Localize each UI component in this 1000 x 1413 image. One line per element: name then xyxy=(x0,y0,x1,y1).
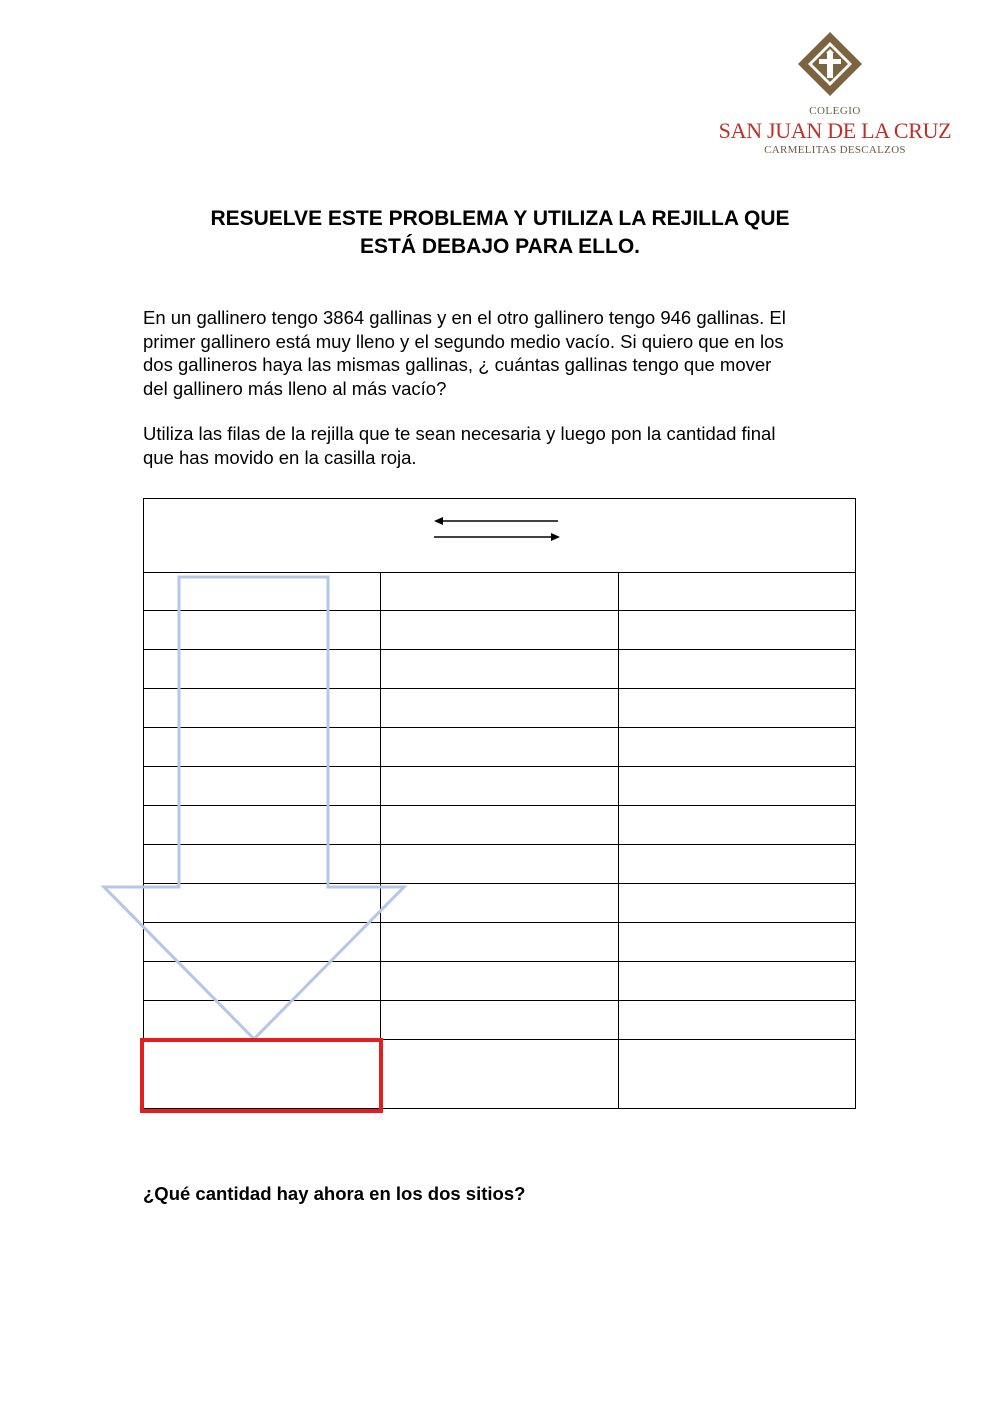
title-line-2: ESTÁ DEBAJO PARA ELLO. xyxy=(359,235,641,258)
final-answer-box xyxy=(142,1040,381,1111)
problem-line: En un gallinero tengo 3864 gallinas y en el otro gallinero tengo 946 gallinas. El xyxy=(143,307,786,328)
title-line-1: RESUELVE ESTE PROBLEMA Y UTILIZA LA REJILLA QUE xyxy=(210,207,790,230)
logo-text-order: CARMELITAS DESCALZOS xyxy=(764,144,906,156)
instructions-line: que has movido en la casilla roja. xyxy=(143,446,417,468)
problem-line: del gallinero más lleno al más vacío? xyxy=(143,377,447,399)
problem-line: primer gallinero está muy lleno y el segundo medio vacío. Si quiero que en los xyxy=(143,330,784,352)
instructions-line: Utiliza las filas de la rejilla que te sean necesaria y luego pon la cantidad final xyxy=(143,423,776,444)
down-arrow-icon xyxy=(104,577,404,1039)
final-question: ¿Qué cantidad hay ahora en los dos sitios? xyxy=(143,1183,526,1204)
logo-text-colegio: COLEGIO xyxy=(809,105,861,117)
logo-text-school-name: SAN JUAN DE LA CRUZ xyxy=(718,118,952,143)
problem-line: dos gallineros haya las mismas gallinas, ¿ cuántas gallinas tengo que mover xyxy=(143,354,772,375)
